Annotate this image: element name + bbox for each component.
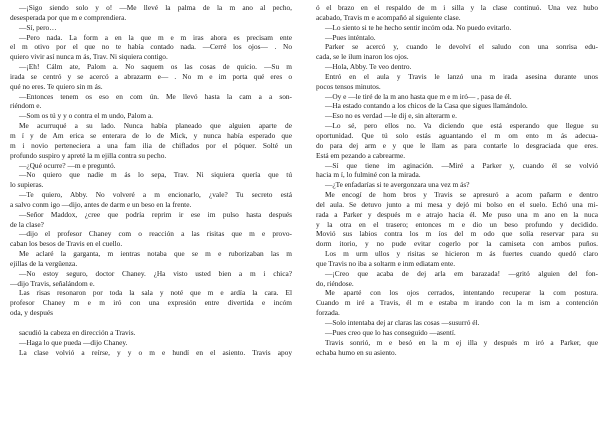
text-line: Me aparté con los ojos cerrados, intentando recuperar la com postura. [325, 288, 598, 298]
text-line: Entró en el aula y Travis le lanzó una m irada asesina durante unos [325, 71, 598, 81]
text-line: —Pues inténtalo. [325, 32, 376, 42]
text-line: Cuando m iré a Travis, él m e estaba m irando con la m ism a contención [316, 298, 598, 308]
text-line: profundo suspiro y apreté la m ejilla contra su pecho. [10, 150, 167, 160]
text-line: Las risas resonaron por toda la sala y noté que m e ardía la cara. El [19, 288, 292, 298]
text-line: —¿Te enfadarías si te avergonzara una vez m ás? [325, 180, 470, 190]
text-line: Me aclaré la garganta, m ientras notaba que se m e ruborizaban las m [19, 249, 292, 259]
text-line: —Ha estado contando a los chicos de la Casa que sigues llamándolo. [325, 101, 528, 111]
text-line: —No estoy seguro, doctor Chaney. ¿Ha visto usted bien a m i chica? [19, 268, 292, 278]
text-line: oda, y después [10, 308, 54, 318]
text-line: Me acurruqué a su lado. Nunca había planeado que alguien aparte de [19, 121, 292, 131]
text-line: Movió sus labios contra los m íos del m odo que solía reservar para su [316, 229, 598, 239]
text-line: —¡Sigo siendo solo y o! —Me llevé la palma de la m ano al pecho, [19, 3, 292, 12]
text-line: y la otra en el trasero; entonces m e dio un beso profundo y decidido. [316, 219, 598, 229]
text-line: lo supieras. [10, 180, 44, 190]
text-line: —Lo siento si te he hecho sentir incóm oda. No puedo evitarlo. [325, 22, 512, 32]
text-line: —Señor Maddox, ¿cree que podría reprim ir ese im pulso hasta después [19, 209, 292, 219]
text-line: sacudió la cabeza en dirección a Travis. [19, 327, 136, 337]
text-line: quiero vivir así nunca m ás, Trav. Ni siquiera contigo. [10, 52, 168, 62]
text-line: —Pero nada. La form a en la que m e m iras ahora es precisam ente [19, 32, 292, 42]
text-line: —Entonces tenem os eso en com ún. Me llevó hasta la cam a a son- [19, 91, 292, 101]
text-line: do, riéndose. [316, 278, 354, 288]
text-line: oportunidad. Que tú solo estás aguantando el m om ento m ás adecua- [316, 130, 598, 140]
text-line: m i novio perteneciera a una fam ilia de chiflados por el póquer. Solté un [10, 140, 292, 150]
text-line: —¡Eh! Cálm ate, Palom a. No saquem os las cosas de quicio. —Su m [19, 62, 292, 72]
text-line: —Pues creo que lo has conseguido —asentí. [325, 327, 456, 337]
text-line: —dijo Travis, señalándom e. [10, 278, 95, 288]
text-line: m í y de Am erica se enterara de lo de Mick, y nunca había esperado que [10, 130, 292, 140]
text-line: irada se centró y se acercó a abrazarm e— . No m e im porta qué eres o [10, 71, 292, 81]
text-line: do para dej arm e y que le llam as para contarle lo desgraciada que eres. [316, 140, 598, 150]
text-line: hacia m í, lo fulminé con la mirada. [316, 170, 421, 180]
text-line: —Te quiero, Abby. No volveré a m encionarlo, ¿vale? Tu secreto está [19, 190, 292, 200]
right-page [316, 3, 598, 357]
text-line: Los m urm ullos y risitas se hicieron m ás fuertes cuando quedó claro [325, 249, 598, 259]
text-line: cada, se le ilum inaron los ojos. [316, 52, 409, 62]
text-line [10, 318, 292, 328]
text-line: Me encogí de hom bros y Travis se apresuró a acom pañarm e dentro [325, 190, 598, 200]
text-line: que Travis no iba a soltarm e inm ediatam ente. [316, 258, 456, 268]
text-line: —Sí que tiene im aginación. —Miré a Parker y, cuando él se volvió [325, 160, 598, 170]
text-line: del aula. Se detuvo junto a mi mesa y dejó mi bolso en el suelo. Echó una mi- [316, 199, 598, 209]
text-line: —Haga lo que pueda —dijo Chaney. [19, 337, 128, 347]
text-line: qué no eres. Te quiero sin m ás. [10, 81, 103, 91]
text-line: —No quiero que nadie m ás lo sepa, Trav. Ni siquiera quería que tú [19, 170, 292, 180]
text-line: profesor Chaney m e m iró con una expresión entre divertida e incóm [10, 298, 292, 308]
text-line: —Sí, pero… [19, 22, 57, 32]
text-line: acabado, Travis m e acompañó al siguiente clase. [316, 12, 461, 22]
text-line: —Som os tú y y o contra el m undo, Palom a. [19, 111, 154, 121]
text-line: Parker se acercó y, cuando le devolví el saludo con una sonrisa edu- [325, 42, 598, 52]
text-line: dorm itorio, y no pude evitar cogerlo por la camiseta con ambos puños. [316, 239, 598, 249]
text-line: pocos tensos minutos. [316, 81, 381, 91]
text-line: Está em pezando a cabrearme. [316, 150, 406, 160]
text-line: echaba humo en su asiento. [316, 347, 397, 357]
text-line: a salvo conm igo —dijo, antes de darm e un beso en la frente. [10, 199, 192, 209]
text-line: —Lo sé, pero ellos no. Va diciendo que está esperando que llegue su [325, 121, 598, 131]
text-line: ó el brazo en el respaldo de m i silla y la clase continuó. Una vez hubo [316, 3, 598, 12]
text-line: —dijo el profesor Chaney com o reacción a las risitas que m e provo- [19, 229, 292, 239]
left-page [10, 3, 292, 357]
text-line: —Hola, Abby. Te veo dentro. [325, 62, 412, 72]
text-line: desesperada por que m e comprendiera. [10, 12, 127, 22]
text-line: Travis sonrió, m e besó en la m ej illa y después m iró a Parker, que [325, 337, 598, 347]
text-line: caban los besos de Travis en el cuello. [10, 239, 123, 249]
text-line: ejillas de la vergüenza. [10, 258, 78, 268]
text-line: —Eso no es verdad —le dij e, sin alterarm e. [325, 111, 457, 121]
text-line: —¡Creo que acaba de dej arla em barazada! —gritó alguien del fon- [325, 268, 598, 278]
text-line: riéndom e. [10, 101, 42, 111]
text-line: —¿Qué ocurre? —m e preguntó. [19, 160, 116, 170]
text-line: La clase volvió a reírse, y y o m e hundí en el asiento. Travis apoy [19, 347, 292, 357]
text-line: rada a Parker y después m e atrajo hacia él. Me puso una m ano en la nuca [316, 209, 598, 219]
text-line: el m otivo por el que no te había contado nada. —Cerré los ojos— . No [10, 42, 292, 52]
text-line: —Oy e —le tiré de la m ano hasta que m e m iró— , pasa de él. [325, 91, 512, 101]
text-line: forzada. [316, 308, 340, 318]
text-line: de la clase? [10, 219, 44, 229]
text-line: —Solo intentaba dej ar claras las cosas —susurró él. [325, 318, 480, 327]
